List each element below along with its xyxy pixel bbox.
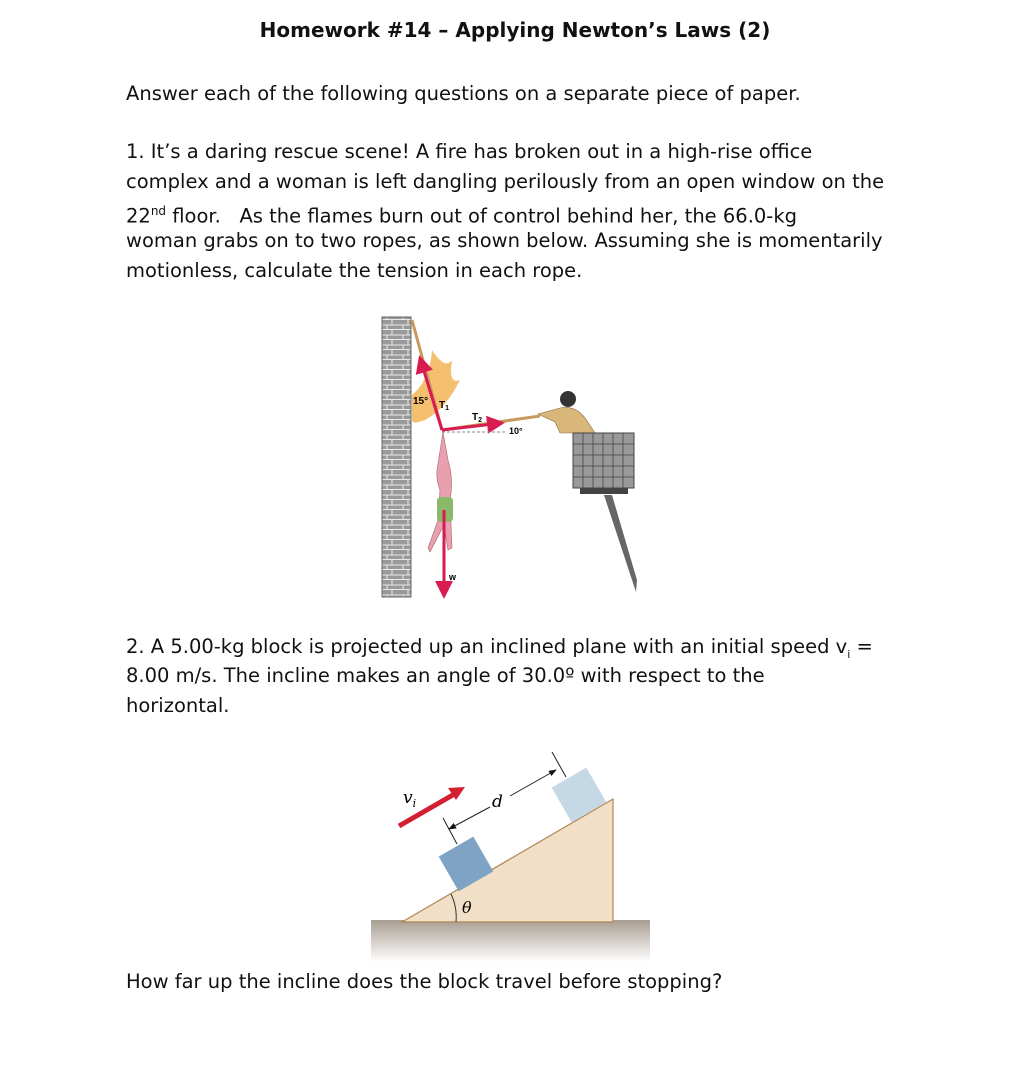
- q2-line-1: 2. A 5.00-kg block is projected up an inclined plane with an initial speed $v_i$ =: [126, 635, 873, 661]
- d-arrow-upper: [510, 770, 556, 796]
- q1-line-1: 1. It’s a daring rescue scene! A fire has broken out in a high-rise office: [126, 140, 813, 163]
- brick-wall: [382, 317, 411, 597]
- boom-arm: [604, 495, 637, 592]
- d-arrow-lower: [449, 807, 490, 829]
- t1-label: $T_1$: [439, 400, 450, 412]
- vi-label: $v_i$: [403, 788, 417, 810]
- q1-line-3-rest: As the flames burn out of control behind her, the 66.0-kg: [239, 204, 798, 228]
- theta-label: θ: [462, 898, 472, 917]
- ground: [371, 920, 650, 962]
- q2-line-3: horizontal.: [126, 694, 230, 717]
- q2-line-2: 8.00 m/s. The incline makes an angle of 30.0º with respect to the: [126, 664, 765, 687]
- q1-line-2: complex and a woman is left dangling perilously from an open window on the: [126, 170, 885, 193]
- incline-figure: [371, 752, 650, 962]
- incline: [402, 799, 613, 922]
- instructions: Answer each of the following questions on a separate piece of paper.: [126, 82, 801, 105]
- woman: [428, 432, 452, 552]
- bucket-basket: [573, 433, 634, 488]
- angle1-label: 15°: [413, 396, 429, 407]
- floor-suffix: nd: [150, 204, 167, 218]
- q1-line-4: woman grabs on to two ropes, as shown below. Assuming she is momentarily: [126, 229, 883, 252]
- firefighter-helmet: [560, 391, 576, 407]
- weight-label: w: [449, 572, 457, 582]
- floor-number: 22: [126, 204, 151, 228]
- q1-line-5: motionless, calculate the tension in each rope.: [126, 259, 583, 282]
- page-title: Homework #14 – Applying Newton’s Laws (2): [259, 18, 771, 42]
- t2-label: $T_2$: [472, 412, 483, 424]
- rescue-figure: [382, 317, 637, 597]
- q2-question: How far up the incline does the block travel before stopping?: [126, 970, 723, 993]
- firefighter: [538, 407, 595, 433]
- angle2-label: 10°: [509, 426, 523, 436]
- floor-word: floor.: [166, 204, 221, 228]
- d-label: d: [492, 792, 503, 812]
- t2-vector: [442, 423, 502, 430]
